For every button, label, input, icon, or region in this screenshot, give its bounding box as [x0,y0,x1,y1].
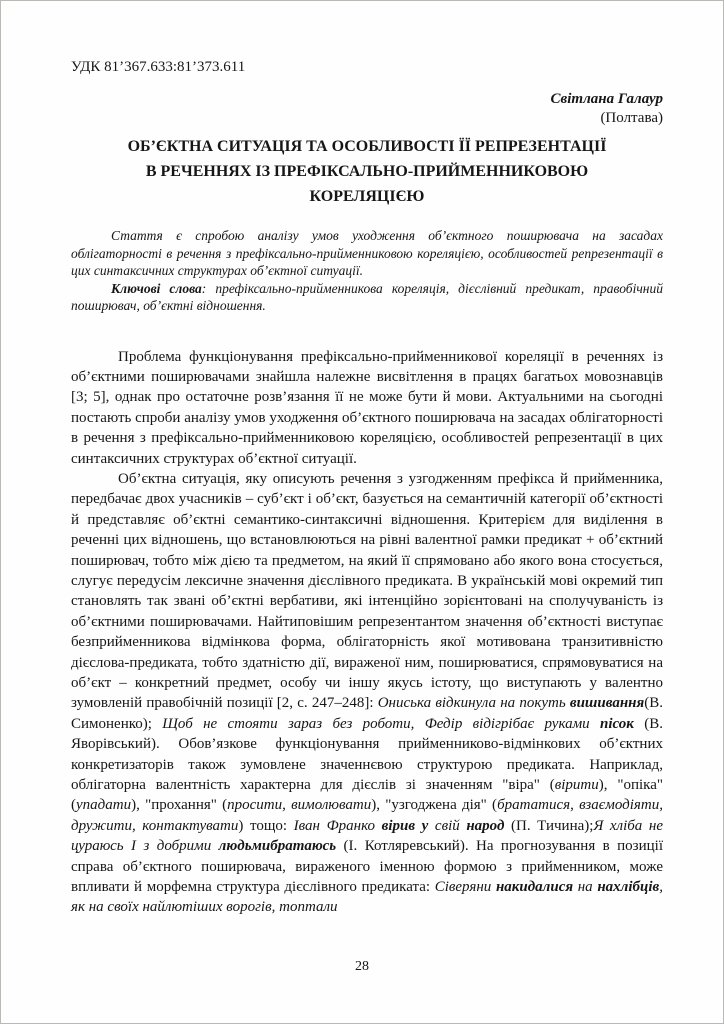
text-run: Об’єктна ситуація, яку описують речення з узгодженням префікса й прийменника, передбачає двох учасників – суб’єкт і об’єкт, базується на семантичній категорії об’єктності й представляє об’єктні семантико-синтаксичні відношення. Критерієм для виділення в реченні цих відношень, що встановлюються на рівні валентної рамки предикат + об’єктний поширювач, тобто між дією та предметом, на який її спрямовано або якого вона стосується, слугує передусім лексичне значення дієслівного предиката. В українській мові окремий тип становлять так звані об’єктні вербативи, які інтенційно зорієнтовані на сполучуваність із об’єктними поширювачами. Найтиповішим репрезентантом значення об’єктності виступає безприйменникова відмінкова форма, облігаторність якої мотивована транзитивністю дієслова-предиката, тобто здатністю дії, вираженої ним, поширюватися, спрямовуватися на об’єкт – конкретний предмет, особу чи іншу якусь істоту, що виступають у валентно зумовленій правобічній позиції [2, с. 247–248]: [71,470,663,712]
text-run: вірити [554,777,599,794]
article-title [71,134,663,209]
text-run: просити, вимолювати [227,797,372,814]
text-run: Проблема функціонування префіксально-прийменникової кореляції в реченнях із об’єктними поширювачами знайшла належне висвітлення в працях багатьох мовознавців [3; 5], однак про остаточне розв’язання її не може бути й мови. Актуальними на сьогодні постають спроби аналізу умов уходження об’єктного поширювача на засадах облігаторності в речення з префіксально-прийменниковою кореляцією, особливостей репрезентації в цих синтаксичних структурах об’єктної ситуації. [71,348,663,467]
text-run: народ [466,817,505,834]
article-title-line-1: ОБ’ЄКТНА СИТУАЦІЯ ТА ОСОБЛИВОСТІ ЇЇ РЕПРЕЗЕНТАЦІЇ [127,138,607,155]
author-block [71,90,663,128]
page-number: 28 [355,959,369,974]
text-run: брататися, взаємодіяти, дружити, контактувати [71,797,663,834]
text-run: Іван Франко [293,817,382,834]
text-run: нахлібців [597,879,660,896]
body-paragraph-2 [71,469,663,918]
text-run: вишивання [569,695,645,712]
text-run: ), "опіка" ( [71,777,663,814]
text-run: накидалися [495,879,574,896]
text-run: свій [428,817,467,834]
keywords-line [71,280,663,315]
author-name: Світлана Галаур [550,91,663,107]
text-run: , як на своїх найлютіших ворогів, топтали [71,879,663,916]
article-title-line-2: В РЕЧЕННЯХ ІЗ ПРЕФІКСАЛЬНО-ПРИЙМЕННИКОВОЮ [145,163,589,180]
text-run: ), "прохання" ( [131,797,228,814]
author-location: (Полтава) [600,110,663,126]
text-run: : префіксально-прийменникова кореляція, дієслівний предикат, правобічний поширювач, об’єктні відношення. [71,280,663,313]
article-title-line-3: КОРЕЛЯЦІЄЮ [309,188,425,205]
page-content [71,59,663,918]
text-run: (В. Яворівський). Обов’язкове функціонування прийменниково-відмінкових об’єктних конкретизаторів також зумовлене значеннєвою структурою предиката. Наприклад, облігаторна валентність характерна для дієслів зі значенням "віра" ( [71,715,663,794]
text-run: Ключові слова [111,280,202,296]
article-body [71,347,663,918]
text-run: Я хліба не цураюсь І з добрими [71,817,663,855]
text-run: (П. Тичина); [504,817,594,834]
udc-number: УДК 81’367.633:81’373.611 [71,59,246,75]
text-run: ) тощо: [238,817,294,834]
text-run: Ониська відкинула на покуть [377,695,570,712]
text-run: на [573,879,598,896]
text-run: Щоб не стояти зараз без роботи, Федір відігрібає руками [162,715,601,732]
text-run: (І. Котляревський). На прогнозування в позиції справа об’єктного поширювача, вираженого іменною формою з прийменником, може впливати й морфемна структура дієслівного предиката: [71,838,663,896]
text-run: вірив у [381,817,429,834]
abstract-text: Стаття є спробою аналізу умов уходження об’єктного поширювача на засадах облігаторності в речення з префіксально-прийменниковою кореляцією, особливостей репрезентації в цих синтаксичних структурах об’єктної ситуації. [71,228,663,278]
text-run: людьмибратаюсь [218,838,337,855]
text-run: пісок [600,715,634,732]
text-run: ), "узгоджена дія" ( [371,797,498,814]
text-run: (В. Симоненко); [71,695,663,732]
text-run: упадати [76,797,132,814]
body-paragraph-1 [71,347,663,469]
text-run: Сіверяни [434,879,496,896]
